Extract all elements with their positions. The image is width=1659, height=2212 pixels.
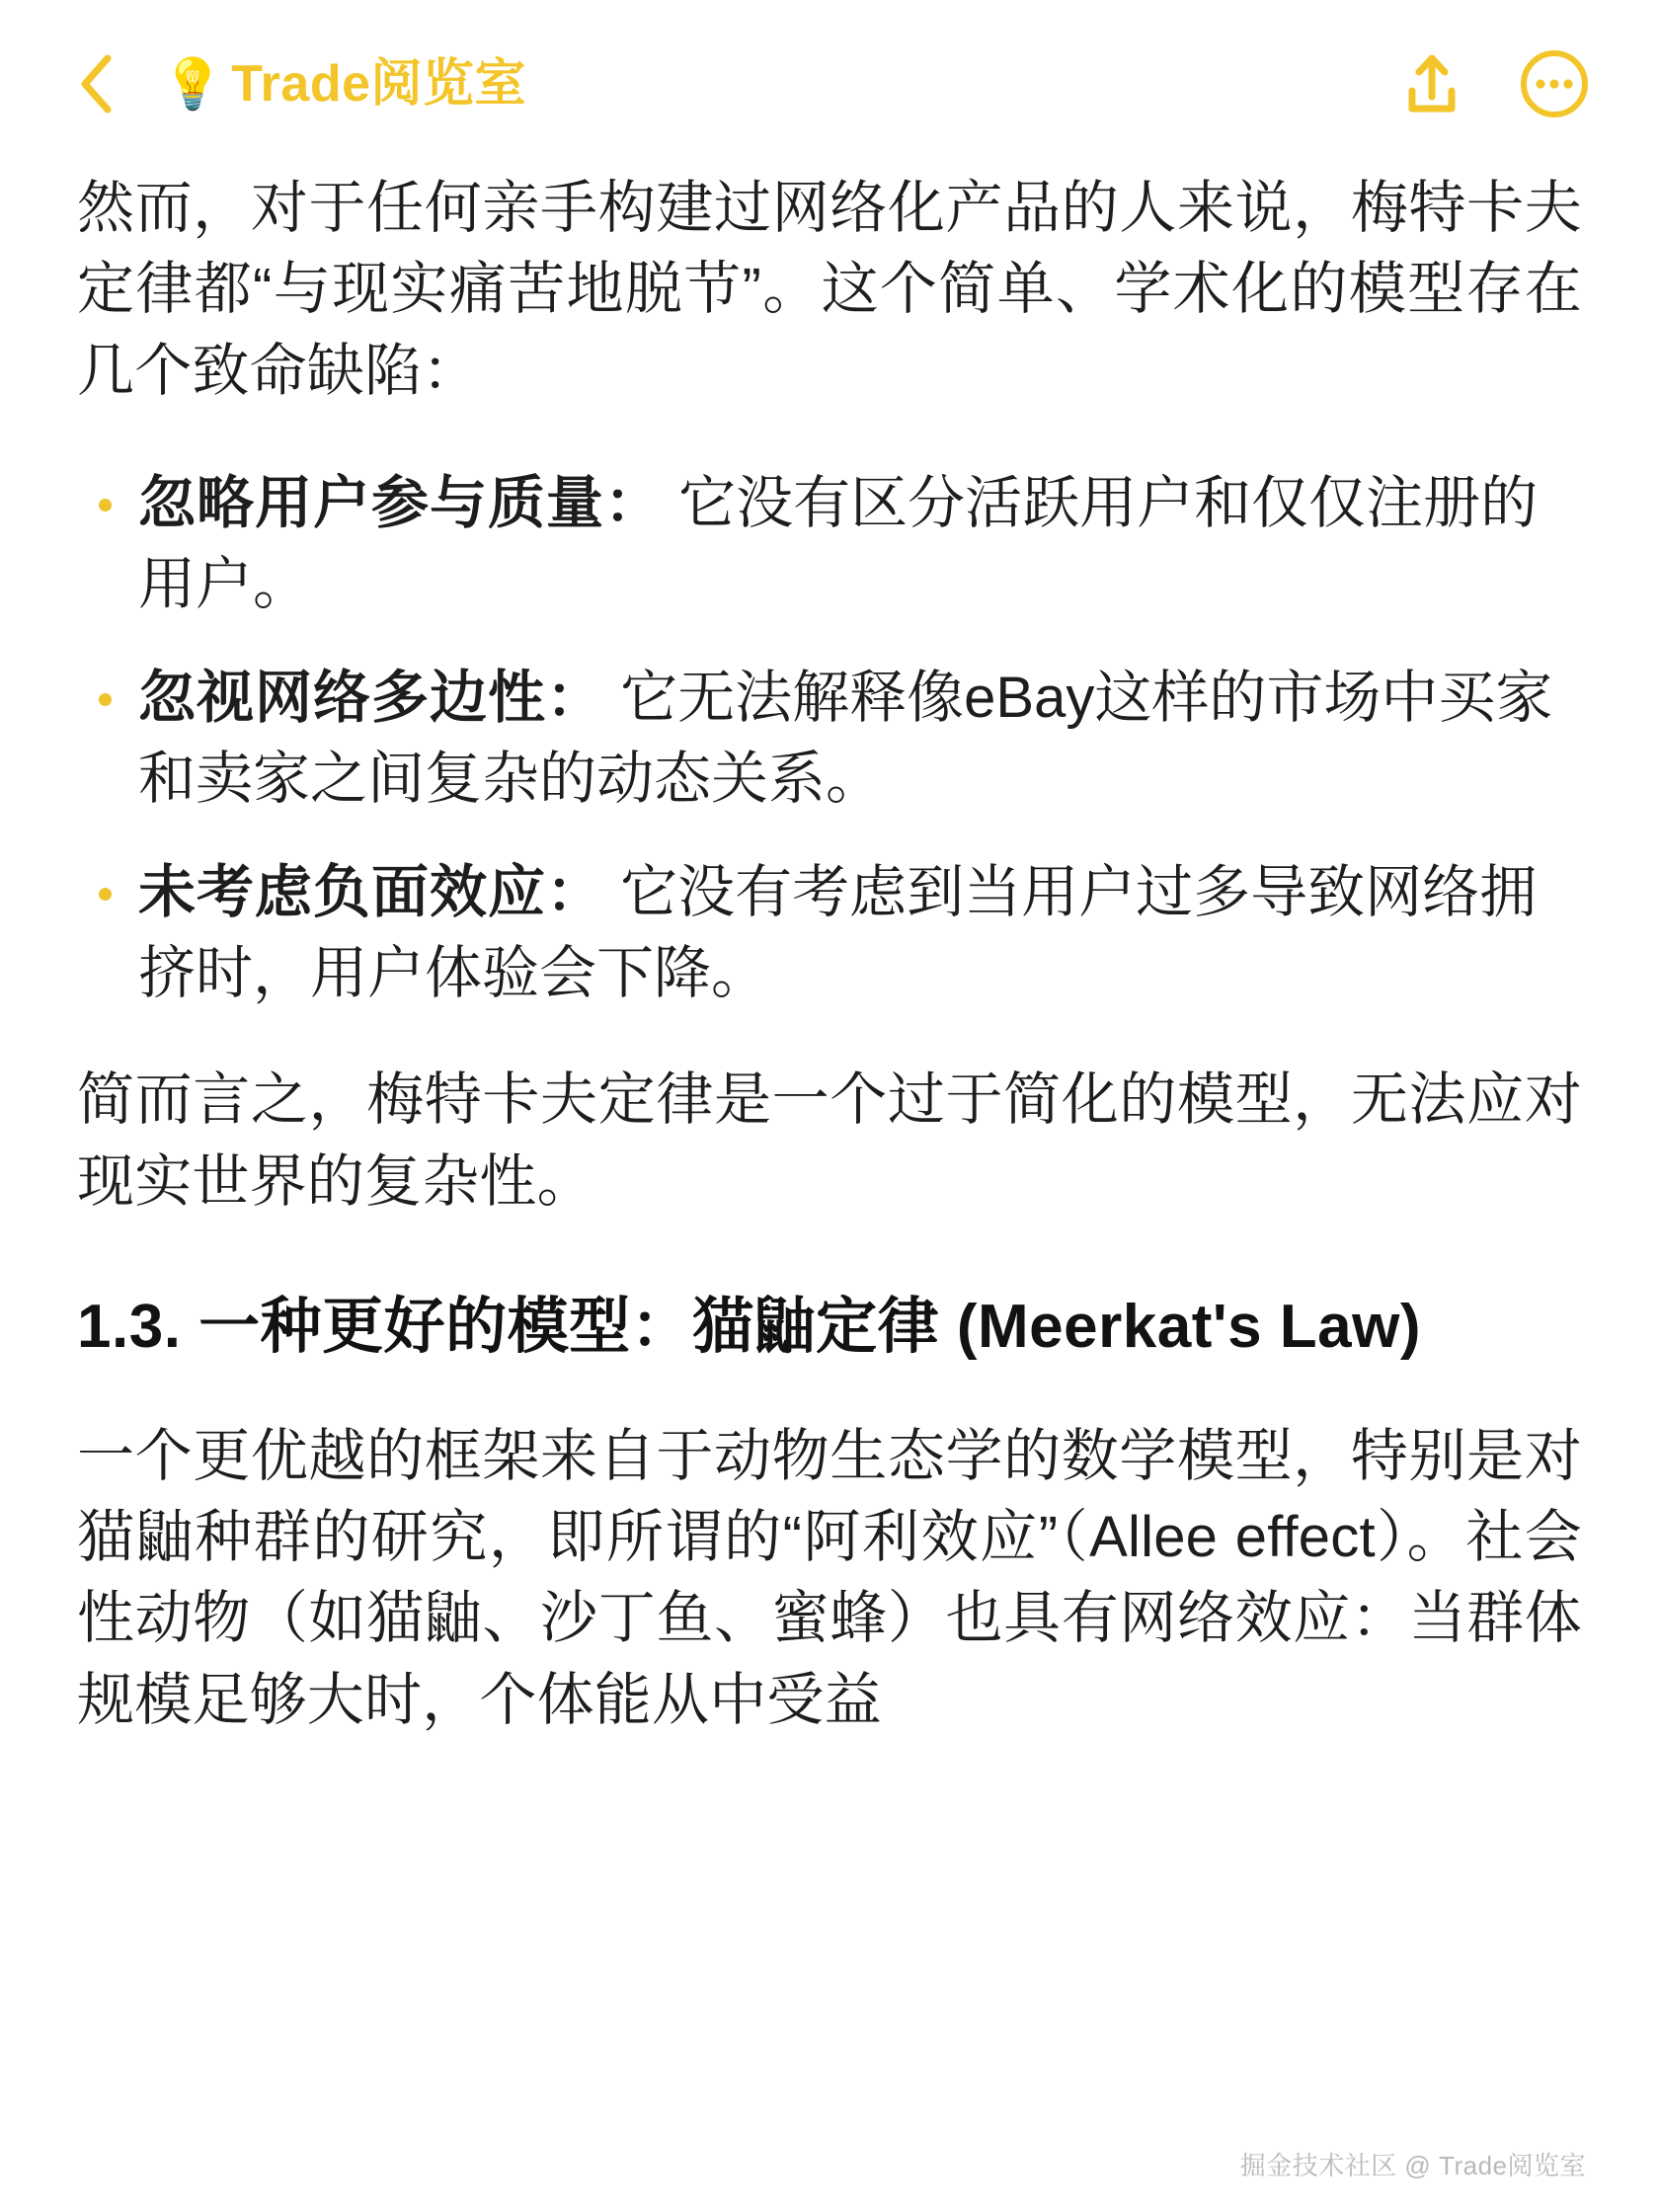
watermark: 掘金技术社区 @ Trade阅览室 <box>1239 2151 1586 2180</box>
list-item <box>77 463 1582 626</box>
share-upload-icon[interactable] <box>1396 48 1467 119</box>
list-item-lead: 忽视网络多边性： <box>138 665 605 730</box>
topbar-actions <box>1396 48 1590 119</box>
page-title-label: Trade阅览室 <box>231 55 527 113</box>
list-item-text: 它没有区分活跃用户和仅仅注册的用户。 <box>138 471 1539 617</box>
bullet-list <box>77 463 1582 1014</box>
article-body <box>0 168 1659 1741</box>
lightbulb-icon: 💡 <box>162 56 224 112</box>
section-heading: 1.3. 一种更好的模型：猫鼬定律 (Meerkat's Law) <box>77 1292 1422 1361</box>
list-item-text: 它没有考虑到当用户过多导致网络拥挤时，用户体验会下降。 <box>138 859 1538 1005</box>
chevron-left-icon[interactable] <box>77 54 120 114</box>
paragraph: 一个更优越的框架来自于动物生态学的数学模型，特别是对猫鼬种群的研究，即所谓的“阿利效应”（Allee effect）。社会性动物（如猫鼬、沙丁鱼、蜜蜂）也具有网络效应：当群体规模足够大时，个体能从中受益 <box>77 1423 1582 1732</box>
list-item <box>77 852 1582 1015</box>
paragraph: 简而言之，梅特卡夫定律是一个过于简化的模型，无法应对现实世界的复杂性。 <box>77 1067 1582 1214</box>
list-item-text: 它无法解释像eBay这样的市场中买家和卖家之间复杂的动态关系。 <box>138 665 1553 812</box>
top-navigation-bar <box>0 0 1659 168</box>
page-title <box>162 55 1396 113</box>
list-item <box>77 658 1582 821</box>
list-item-lead: 忽略用户参与质量： <box>138 471 664 536</box>
paragraph: 然而，对于任何亲手构建过网络化产品的人来说，梅特卡夫定律都“与现实痛苦地脱节”。这个简单、学术化的模型存在几个致命缺陷： <box>77 176 1582 403</box>
more-options-icon[interactable] <box>1519 48 1590 119</box>
list-item-lead: 未考虑负面效应： <box>138 859 605 924</box>
